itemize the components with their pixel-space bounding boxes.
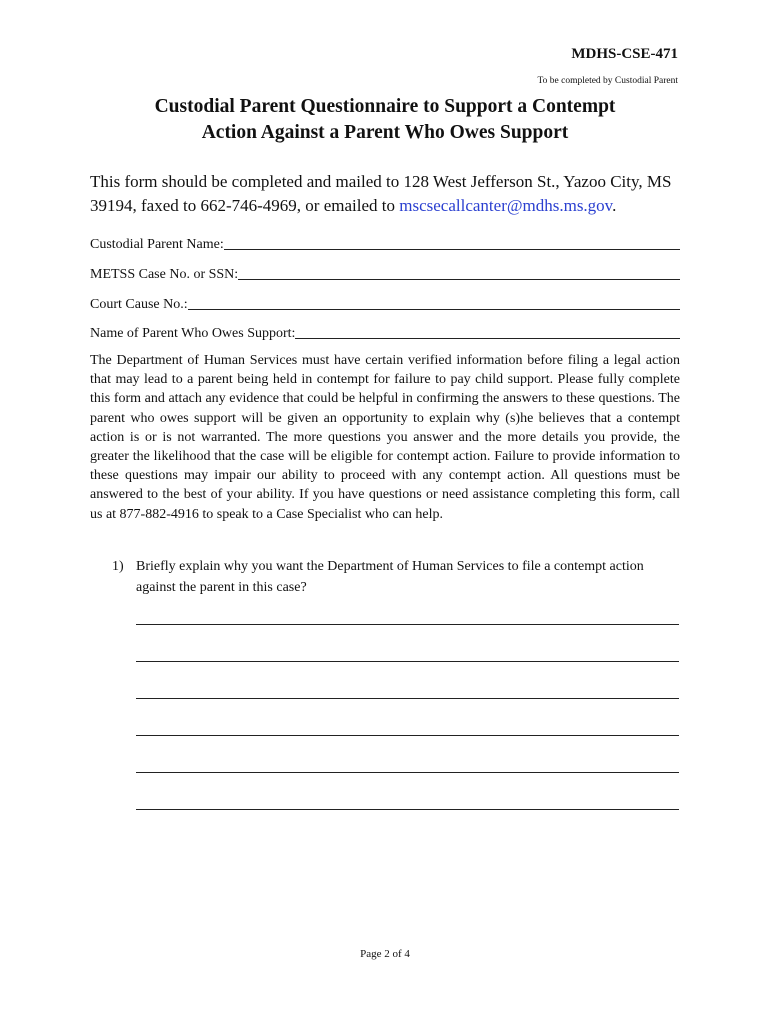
answer-line-3[interactable]: [136, 698, 679, 699]
metss-case-input[interactable]: [238, 265, 680, 280]
answer-line-1[interactable]: [136, 624, 679, 625]
parent-owes-support-field: [90, 322, 680, 342]
title-line-1: Custodial Parent Questionnaire to Support a Contempt: [154, 96, 616, 117]
custodial-parent-name-field: [90, 233, 680, 253]
email-link[interactable]: mscsecallcanter@mdhs.ms.gov: [399, 196, 613, 215]
intro-end: .: [612, 196, 617, 215]
parent-owes-support-label: Name of Parent Who Owes Support:: [90, 326, 296, 341]
metss-case-label: METSS Case No. or SSN:: [90, 267, 239, 282]
answer-line-6[interactable]: [136, 809, 679, 810]
custodial-parent-name-input[interactable]: [224, 235, 680, 250]
question-1: [112, 556, 652, 598]
court-cause-label: Court Cause No.:: [90, 297, 188, 312]
answer-line-2[interactable]: [136, 661, 679, 662]
question-1-number: 1): [112, 559, 124, 574]
instructions-paragraph: The Department of Human Services must have certain verified information before filing a legal action that may lead to a parent being held in contempt for failure to pay child support. Please fully complete this form and attach any evidence that could be helpful in confirming the answers to these questions. The parent who owes support will be given an opportunity to explain why (s)he believes that a contempt action is or is not warranted. The more questions you answer and the more details you provide, the greater the likelihood that the case will be eligible for contempt action. Failure to provide information to these questions may impair our ability to proceed with any contempt action. All questions must be answered to the best of your ability. If you have questions or need assistance completing this form, call us at 877-882-4916 to speak to a Case Specialist who can help.: [90, 353, 680, 522]
question-1-text: Briefly explain why you want the Department of Human Services to file a contempt action against the parent in this case?: [136, 559, 644, 595]
court-cause-input[interactable]: [188, 295, 680, 310]
completed-by-note: To be completed by Custodial Parent: [537, 76, 678, 86]
court-cause-field: [90, 293, 680, 313]
form-id: MDHS-CSE-471: [571, 46, 678, 62]
answer-line-4[interactable]: [136, 735, 679, 736]
parent-owes-support-input[interactable]: [295, 324, 680, 339]
metss-case-field: [90, 263, 680, 283]
title-line-2: Action Against a Parent Who Owes Support: [201, 122, 569, 143]
answer-line-5[interactable]: [136, 772, 679, 773]
page-number: Page 2 of 4: [360, 948, 410, 960]
intro-text: This form should be completed and mailed to 128 West Jefferson St., Yazoo City, MS 39194, faxed to 662-746-4969, or emailed to: [90, 172, 672, 215]
page-title: [0, 94, 770, 146]
custodial-parent-name-label: Custodial Parent Name:: [90, 237, 224, 252]
intro-paragraph: [90, 170, 690, 218]
